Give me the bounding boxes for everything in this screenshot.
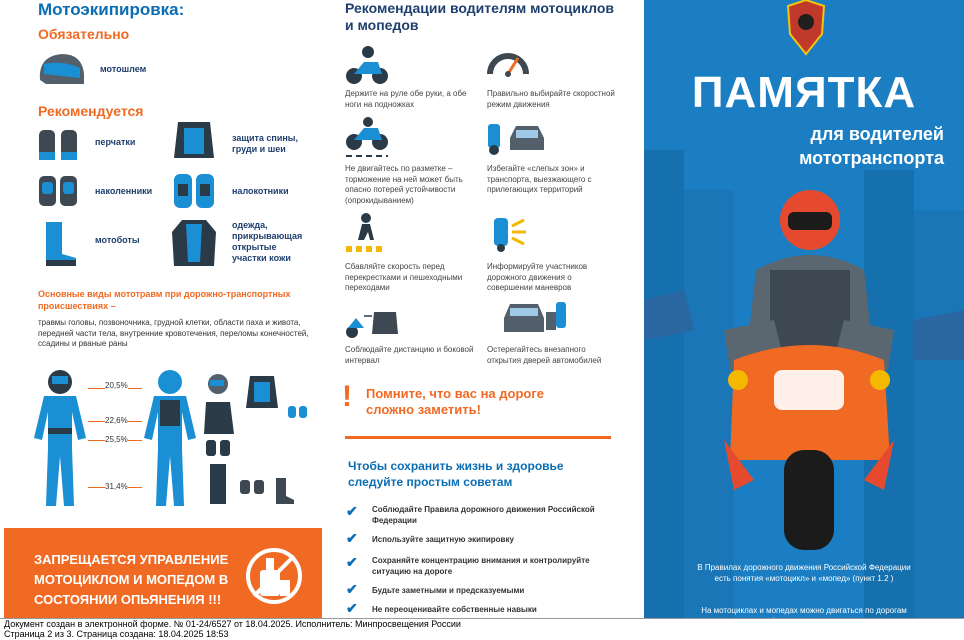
- stamp-line-2: Страница 2 из 3. Страница создана: 18.04.2025 18:53: [4, 629, 229, 639]
- cover-note-2: На мотоциклах и мопедах можно двигаться по дорогам: [701, 606, 907, 615]
- speedometer-icon: [486, 44, 530, 84]
- turn-signal-icon: [486, 212, 530, 252]
- motorcycle-rider-icon: [344, 44, 390, 86]
- cover-panel: [644, 0, 964, 640]
- item-clothing: одежда, прикрывающая открытые участки кожи: [232, 220, 303, 263]
- emblem-icon: [784, 0, 828, 56]
- helmet-label: мотошлем: [100, 64, 147, 74]
- notice-text: Помните, что вас на дороге сложно заметить!: [366, 386, 544, 417]
- equipment-set-icon: [204, 372, 310, 506]
- percent-head: 20,5%: [105, 381, 128, 390]
- item-back-protection: защита спины, груди и шеи: [232, 133, 298, 154]
- tip-crossings: Сбавляйте скорость перед перекрестками и пешеходными переходами: [345, 262, 463, 292]
- car-door-icon: [500, 298, 570, 338]
- helmet-icon: [36, 50, 86, 88]
- advice-2: Используйте защитную экипировку: [372, 535, 514, 544]
- check-icon: ✔: [346, 581, 358, 597]
- elbow-pads-icon: [170, 170, 218, 214]
- stamp-line-1: Документ создан в электронной форме. № 01-24/6527 от 18.04.2025. Исполнитель: Минпросвещения России: [4, 619, 461, 629]
- tip-distance: Соблюдайте дистанцию и боковой интервал: [345, 345, 474, 365]
- advice-1: Соблюдайте Правила дорожного движения Российской Федерации: [372, 505, 595, 525]
- injury-heading: Основные виды мототравм при дорожно-транспортных происшествиях –: [38, 289, 291, 311]
- no-alcohol-icon: [244, 544, 304, 608]
- dui-banner-text: ЗАПРЕЩАЕТСЯ УПРАВЛЕНИЕ МОТОЦИКЛОМ И МОПЕДОМ В СОСТОЯНИИ ОПЬЯНЕНИЯ !!!: [34, 552, 229, 607]
- rider-figure-back-icon: [140, 368, 200, 510]
- cover-title: ПАМЯТКА: [691, 68, 917, 117]
- item-boots: мотоботы: [95, 235, 140, 245]
- document-stamp: [0, 618, 964, 640]
- knee-pads-icon: [36, 172, 82, 212]
- pedestrian-crossing-icon: [344, 212, 390, 254]
- boots-icon: [36, 220, 82, 268]
- percent-chest: 22,6%: [105, 416, 128, 425]
- percent-legs: 31,4%: [105, 482, 128, 491]
- tip-doors: Остерегайтесь внезапного открытия дверей автомобилей: [487, 345, 602, 365]
- cover-note-1: В Правилах дорожного движения Российской Федерации есть понятия «мотоцикл» и «мопед» (пункт 1.2 ): [697, 563, 911, 583]
- item-gloves: перчатки: [95, 137, 136, 147]
- recommendations-title: Рекомендации водителям мотоциклов и мопедов: [345, 0, 615, 33]
- injury-text: травмы головы, позвоночника, грудной клетки, области паха и живота, передней части тела, внутренние кровотечения, переломы конечностей, ссадины и рваные раны: [38, 318, 309, 348]
- rider-figure-front-icon: [30, 368, 90, 510]
- item-knee-pads: наколенники: [95, 186, 153, 196]
- check-icon: ✔: [346, 554, 358, 570]
- advice-heading: Чтобы сохранить жизнь и здоровье следуйте простым советам: [348, 459, 564, 489]
- jacket-icon: [170, 218, 218, 270]
- tip-signals: Информируйте участников дорожного движения о совершении маневров: [487, 262, 588, 292]
- distance-icon: [344, 304, 400, 340]
- blind-spot-icon: [486, 118, 550, 158]
- equipment-title: Мотоэкипировка:: [38, 0, 185, 19]
- cover-subtitle: для водителей мототранспорта: [799, 124, 944, 168]
- gloves-icon: [36, 124, 82, 164]
- recommended-heading: Рекомендуется: [38, 103, 144, 119]
- percent-abdomen: 25,5%: [105, 435, 128, 444]
- tip-blind-spot: Избегайте «слепых зон» и транспорта, выезжающего с прилегающих территорий: [487, 164, 592, 194]
- tip-hands: Держите на руле обе руки, а обе ноги на подножках: [345, 89, 467, 109]
- advice-4: Будьте заметными и предсказуемыми: [372, 586, 525, 595]
- notice-exclamation: !: [342, 380, 352, 413]
- divider: [345, 436, 611, 439]
- mandatory-heading: Обязательно: [38, 26, 130, 42]
- check-icon: ✔: [346, 600, 358, 616]
- tip-speed: Правильно выбирайте скоростной режим движения: [487, 89, 615, 109]
- back-protector-icon: [170, 118, 218, 166]
- road-marking-icon: [344, 116, 390, 160]
- dui-banner: [4, 528, 322, 618]
- advice-5: Не переоценивайте собственные навыки: [372, 605, 537, 614]
- tip-marking: Не двигайтесь по разметке – торможение на ней может быть опасно потерей устойчивости (опрокидыванием): [345, 164, 463, 205]
- motorcyclist-illustration: [714, 180, 904, 550]
- check-icon: ✔: [346, 530, 358, 546]
- advice-3: Сохраняйте концентрацию внимания и контролируйте ситуацию на дороге: [372, 556, 590, 576]
- check-icon: ✔: [346, 503, 358, 519]
- item-elbow-pads: налокотники: [232, 186, 289, 196]
